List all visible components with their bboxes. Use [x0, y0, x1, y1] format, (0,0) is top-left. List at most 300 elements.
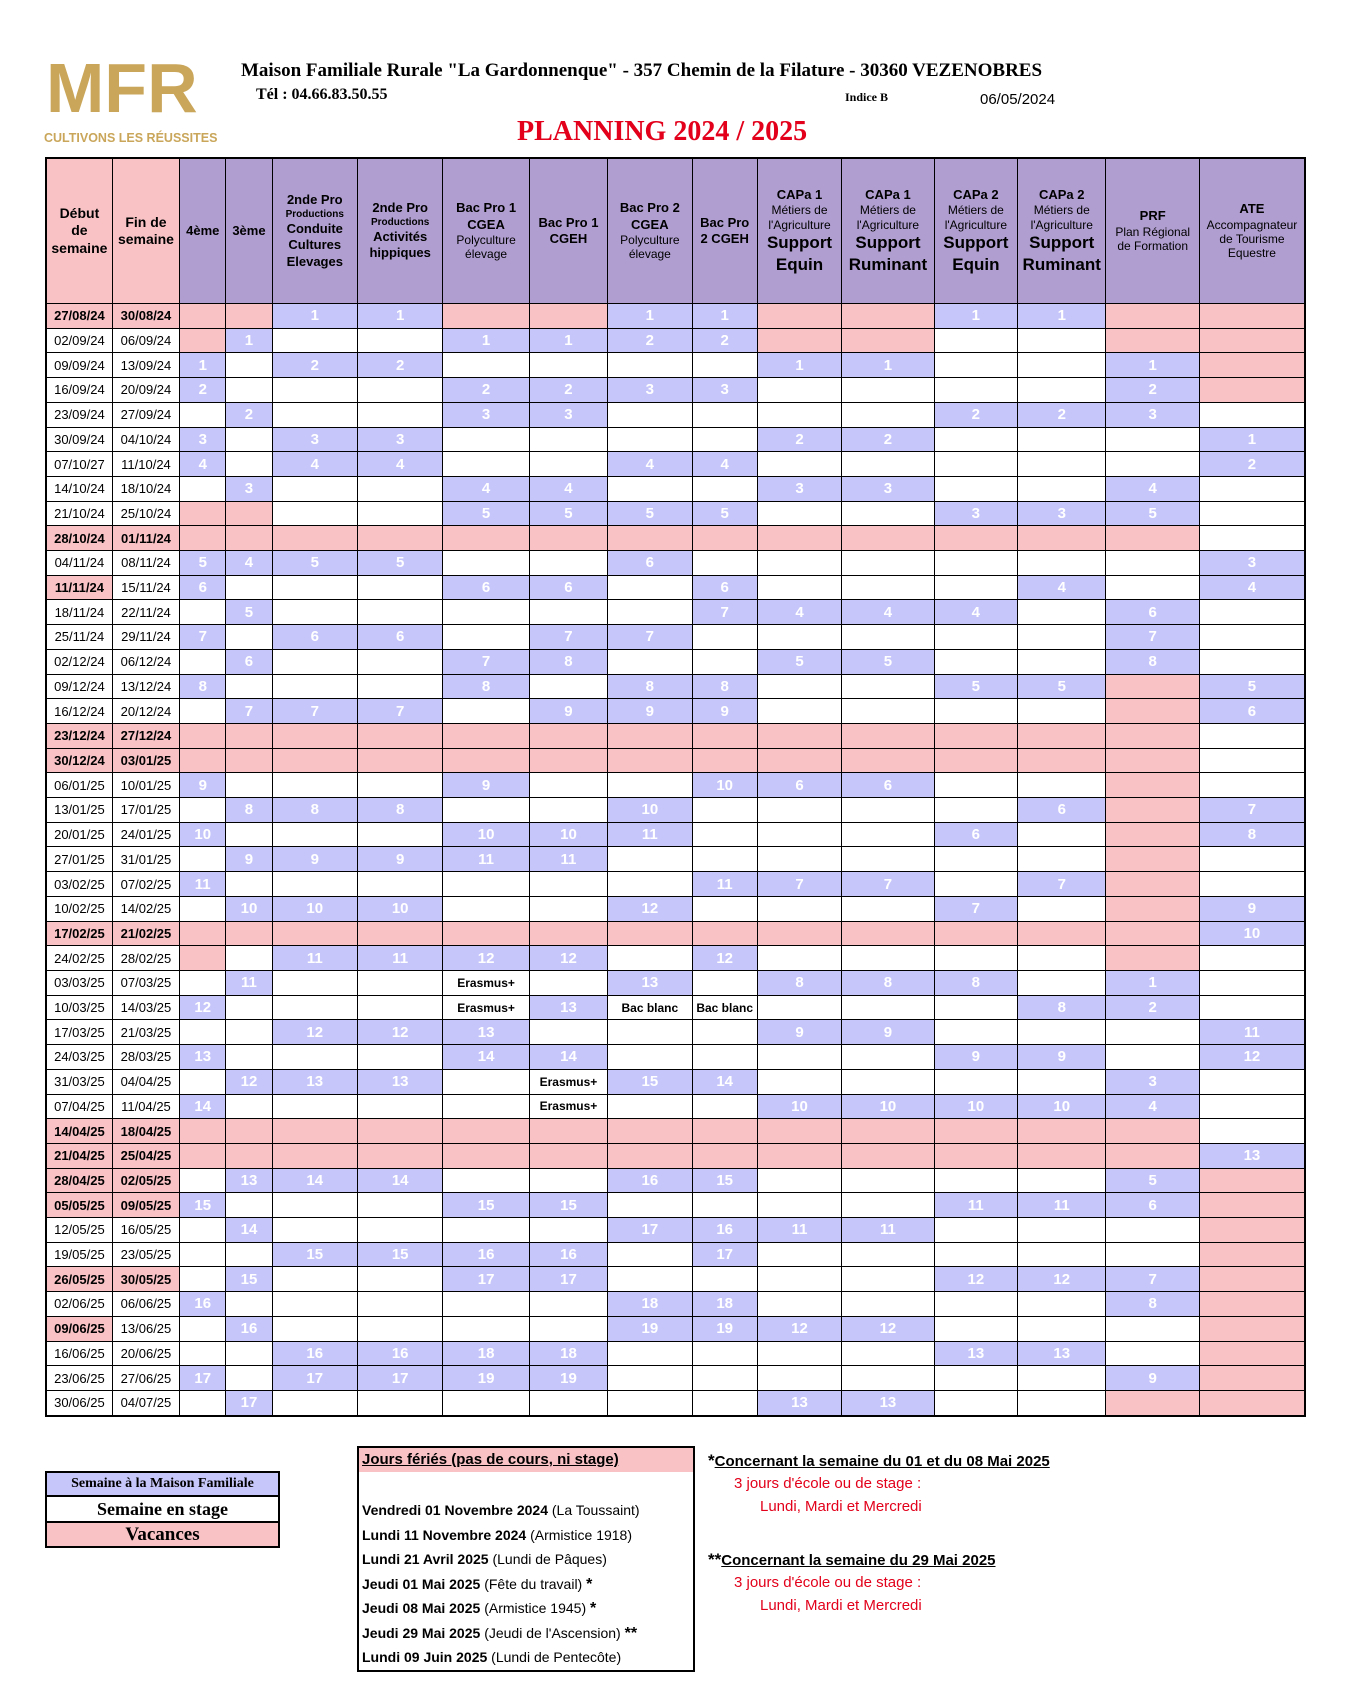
schedule-cell: 5 [934, 674, 1017, 699]
schedule-cell: 6 [757, 773, 841, 798]
schedule-cell: 6 [1018, 798, 1106, 823]
schedule-cell [443, 1316, 529, 1341]
schedule-cell: 10 [1018, 1094, 1106, 1119]
schedule-cell [757, 1193, 841, 1218]
schedule-cell [272, 1119, 357, 1144]
schedule-cell [1199, 872, 1305, 897]
schedule-cell [692, 723, 757, 748]
week-start-cell: 11/11/24 [46, 575, 112, 600]
schedule-cell: 6 [272, 625, 357, 650]
schedule-cell: 4 [934, 600, 1017, 625]
page-title: PLANNING 2024 / 2025 [517, 116, 808, 147]
column-header [112, 158, 179, 304]
schedule-cell: 1 [443, 328, 529, 353]
schedule-cell [757, 1267, 841, 1292]
schedule-cell [180, 847, 226, 872]
table-row [46, 872, 1305, 897]
week-start-cell: 28/10/24 [46, 526, 112, 551]
week-start-cell: 09/12/24 [46, 674, 112, 699]
schedule-cell [608, 723, 692, 748]
week-end-cell: 29/11/24 [112, 625, 179, 650]
table-row [46, 798, 1305, 823]
table-body [46, 304, 1305, 1417]
holiday-item [362, 1572, 640, 1597]
schedule-cell: 5 [180, 551, 226, 576]
schedule-cell [934, 353, 1017, 378]
schedule-cell: 5 [1018, 674, 1106, 699]
schedule-cell [608, 1094, 692, 1119]
schedule-cell [757, 1119, 841, 1144]
schedule-cell: 13 [934, 1341, 1017, 1366]
week-end-cell: 28/02/25 [112, 946, 179, 971]
column-header-line: l'Agriculture [856, 217, 920, 232]
week-start-cell: 09/09/24 [46, 353, 112, 378]
schedule-cell [272, 378, 357, 403]
column-header-line: Productions [285, 208, 344, 220]
schedule-cell [842, 674, 934, 699]
schedule-cell [757, 402, 841, 427]
table-row [46, 1341, 1305, 1366]
schedule-cell [934, 748, 1017, 773]
schedule-cell [357, 723, 442, 748]
schedule-cell: 1 [692, 304, 757, 329]
schedule-cell: 2 [357, 353, 442, 378]
schedule-cell: 1 [934, 304, 1017, 329]
column-header [226, 158, 272, 304]
schedule-cell: 7 [1199, 798, 1305, 823]
document-index: Indice B [845, 90, 889, 104]
schedule-cell: 14 [357, 1168, 442, 1193]
schedule-cell: 4 [529, 476, 607, 501]
schedule-cell [934, 378, 1017, 403]
week-start-cell: 24/02/25 [46, 946, 112, 971]
schedule-cell: 12 [934, 1267, 1017, 1292]
column-header-line: l'Agriculture [768, 217, 831, 232]
schedule-cell: 11 [757, 1218, 841, 1243]
schedule-cell [692, 649, 757, 674]
week-start-cell: 16/12/24 [46, 699, 112, 724]
schedule-cell: 15 [692, 1168, 757, 1193]
schedule-cell: 15 [357, 1242, 442, 1267]
schedule-cell [757, 575, 841, 600]
week-end-cell: 20/06/25 [112, 1341, 179, 1366]
week-end-cell: 10/01/25 [112, 773, 179, 798]
week-end-cell: 14/03/25 [112, 995, 179, 1020]
schedule-cell [529, 773, 607, 798]
schedule-cell [1106, 699, 1199, 724]
schedule-cell [529, 921, 607, 946]
schedule-cell [1018, 822, 1106, 847]
schedule-cell [1199, 600, 1305, 625]
legend-stage: Semaine en stage [47, 1497, 278, 1523]
week-end-cell: 06/06/25 [112, 1292, 179, 1317]
table-row [46, 501, 1305, 526]
schedule-cell [180, 798, 226, 823]
schedule-cell [443, 1119, 529, 1144]
schedule-cell [529, 798, 607, 823]
column-header-line: CGEA [467, 216, 505, 232]
table-row [46, 353, 1305, 378]
schedule-cell [1199, 1242, 1305, 1267]
schedule-cell [529, 1143, 607, 1168]
schedule-cell: 11 [1018, 1193, 1106, 1218]
schedule-cell [226, 526, 272, 551]
schedule-cell [692, 1341, 757, 1366]
schedule-cell [842, 921, 934, 946]
schedule-cell [1018, 1390, 1106, 1416]
holiday-date: Jeudi 29 Mai 2025 [362, 1624, 481, 1641]
schedule-cell [692, 1193, 757, 1218]
table-row [46, 1292, 1305, 1317]
schedule-cell: 2 [529, 378, 607, 403]
schedule-cell [842, 896, 934, 921]
week-end-cell: 13/09/24 [112, 353, 179, 378]
schedule-cell [180, 896, 226, 921]
schedule-cell: 8 [1106, 649, 1199, 674]
table-row [46, 773, 1305, 798]
week-end-cell: 11/10/24 [112, 452, 179, 477]
schedule-cell [757, 378, 841, 403]
schedule-cell [692, 847, 757, 872]
schedule-cell [934, 328, 1017, 353]
week-start-cell: 16/06/25 [46, 1341, 112, 1366]
table-row [46, 1267, 1305, 1292]
schedule-cell: 7 [934, 896, 1017, 921]
schedule-cell [842, 1045, 934, 1070]
schedule-cell: 1 [1199, 427, 1305, 452]
schedule-cell [226, 1341, 272, 1366]
column-header [934, 158, 1017, 304]
column-header-line: Equin [952, 254, 1000, 274]
column-header-line: CGEA [631, 216, 669, 232]
schedule-cell [842, 328, 934, 353]
schedule-cell: 5 [272, 551, 357, 576]
week-start-cell: 02/12/24 [46, 649, 112, 674]
schedule-cell: 7 [692, 600, 757, 625]
table-row [46, 1143, 1305, 1168]
schedule-cell [692, 551, 757, 576]
schedule-cell [1018, 1218, 1106, 1243]
week-start-cell: 13/01/25 [46, 798, 112, 823]
schedule-cell: 10 [757, 1094, 841, 1119]
schedule-cell: 8 [1199, 822, 1305, 847]
schedule-cell: 17 [180, 1366, 226, 1391]
schedule-cell [529, 1218, 607, 1243]
schedule-cell [180, 1119, 226, 1144]
schedule-cell [1018, 328, 1106, 353]
schedule-cell [608, 1119, 692, 1144]
note-line: Lundi, Mardi et Mercredi [760, 1597, 922, 1614]
column-header-line: 2nde Pro [286, 192, 343, 208]
schedule-cell: 13 [757, 1390, 841, 1416]
schedule-cell [357, 921, 442, 946]
table-row [46, 921, 1305, 946]
table-row [46, 476, 1305, 501]
schedule-cell [1018, 723, 1106, 748]
schedule-cell: 2 [1106, 378, 1199, 403]
schedule-cell [608, 649, 692, 674]
schedule-cell [934, 1168, 1017, 1193]
column-header-line: Bac Pro 1 [456, 200, 517, 216]
table-row [46, 328, 1305, 353]
schedule-cell [842, 1292, 934, 1317]
schedule-cell [1199, 1119, 1305, 1144]
column-header [529, 158, 607, 304]
schedule-cell: 9 [1018, 1045, 1106, 1070]
holiday-item [362, 1621, 640, 1646]
week-end-cell: 21/02/25 [112, 921, 179, 946]
schedule-cell [180, 1020, 226, 1045]
schedule-cell [272, 526, 357, 551]
schedule-cell [272, 1292, 357, 1317]
column-header [357, 158, 442, 304]
schedule-cell [842, 1069, 934, 1094]
schedule-cell [757, 847, 841, 872]
schedule-cell: 16 [443, 1242, 529, 1267]
holiday-item [362, 1498, 640, 1523]
schedule-cell [1106, 1242, 1199, 1267]
schedule-cell: 3 [272, 427, 357, 452]
schedule-cell [357, 1045, 442, 1070]
week-start-cell: 03/03/25 [46, 970, 112, 995]
schedule-cell [529, 1292, 607, 1317]
schedule-cell: 3 [180, 427, 226, 452]
schedule-cell: 1 [1106, 970, 1199, 995]
schedule-cell [1106, 1045, 1199, 1070]
schedule-cell: 9 [1199, 896, 1305, 921]
column-header-line: 2nde Pro [372, 200, 428, 216]
week-start-cell: 05/05/25 [46, 1193, 112, 1218]
schedule-cell: 2 [1106, 995, 1199, 1020]
week-end-cell: 27/12/24 [112, 723, 179, 748]
schedule-cell [1106, 1119, 1199, 1144]
holiday-label: (Fête du travail) [484, 1575, 583, 1592]
schedule-cell [357, 674, 442, 699]
schedule-cell [608, 402, 692, 427]
schedule-cell [1106, 1218, 1199, 1243]
column-header-line: Accompagnateur [1206, 217, 1298, 232]
schedule-cell [842, 1242, 934, 1267]
column-header-line: Conduite [286, 221, 343, 236]
column-header [692, 158, 757, 304]
schedule-cell [357, 526, 442, 551]
schedule-cell [1018, 773, 1106, 798]
schedule-cell [357, 402, 442, 427]
column-header-line: Plan Régional [1115, 224, 1191, 239]
schedule-cell [757, 896, 841, 921]
schedule-cell [226, 625, 272, 650]
schedule-cell [1018, 1119, 1106, 1144]
week-start-cell: 10/02/25 [46, 896, 112, 921]
schedule-cell [757, 699, 841, 724]
schedule-cell [1018, 1366, 1106, 1391]
schedule-cell: 13 [1199, 1143, 1305, 1168]
schedule-cell [1018, 476, 1106, 501]
table-row [46, 674, 1305, 699]
table-row [46, 1020, 1305, 1045]
schedule-cell [1106, 1316, 1199, 1341]
logo-tagline: CULTIVONS LES RÉUSSITES [44, 131, 218, 145]
week-end-cell: 30/05/25 [112, 1267, 179, 1292]
schedule-cell [934, 1390, 1017, 1416]
holiday-label: (Armistice 1945) [484, 1600, 587, 1616]
schedule-cell [357, 1292, 442, 1317]
schedule-cell [842, 1193, 934, 1218]
schedule-cell [1018, 452, 1106, 477]
schedule-cell [180, 304, 226, 329]
schedule-cell [842, 452, 934, 477]
schedule-cell [692, 896, 757, 921]
schedule-cell: 9 [180, 773, 226, 798]
week-start-cell: 23/09/24 [46, 402, 112, 427]
column-header [46, 158, 112, 304]
week-end-cell: 13/12/24 [112, 674, 179, 699]
holiday-label: (Lundi de Pâques) [492, 1551, 607, 1567]
schedule-cell [529, 748, 607, 773]
week-end-cell: 18/04/25 [112, 1119, 179, 1144]
schedule-cell: 3 [692, 378, 757, 403]
schedule-cell: 8 [226, 798, 272, 823]
schedule-cell [934, 1218, 1017, 1243]
column-header-line: PRF [1139, 208, 1166, 224]
table-row [46, 822, 1305, 847]
schedule-cell [1199, 378, 1305, 403]
schedule-cell [357, 995, 442, 1020]
column-header-line: 3ème [232, 222, 266, 238]
schedule-cell [180, 970, 226, 995]
schedule-cell [357, 1119, 442, 1144]
schedule-cell [1018, 649, 1106, 674]
schedule-cell: 2 [272, 353, 357, 378]
schedule-cell [934, 1020, 1017, 1045]
schedule-cell [272, 674, 357, 699]
week-start-cell: 17/03/25 [46, 1020, 112, 1045]
week-start-cell: 21/04/25 [46, 1143, 112, 1168]
schedule-cell: 16 [608, 1168, 692, 1193]
schedule-cell [1199, 1316, 1305, 1341]
column-header-line: Elevages [286, 253, 343, 269]
schedule-cell: 2 [608, 328, 692, 353]
schedule-cell [608, 1143, 692, 1168]
schedule-cell [934, 1316, 1017, 1341]
schedule-cell: 8 [757, 970, 841, 995]
schedule-cell: 5 [1106, 501, 1199, 526]
schedule-cell [757, 452, 841, 477]
schedule-cell: 17 [529, 1267, 607, 1292]
week-start-cell: 07/04/25 [46, 1094, 112, 1119]
schedule-cell [443, 1168, 529, 1193]
schedule-cell [757, 921, 841, 946]
table-row [46, 551, 1305, 576]
week-end-cell: 27/06/25 [112, 1366, 179, 1391]
schedule-cell: 8 [272, 798, 357, 823]
schedule-cell: 2 [226, 402, 272, 427]
schedule-cell [1199, 773, 1305, 798]
schedule-cell: 7 [608, 625, 692, 650]
schedule-cell [226, 748, 272, 773]
schedule-cell: 12 [272, 1020, 357, 1045]
week-end-cell: 06/09/24 [112, 328, 179, 353]
schedule-cell [1106, 1143, 1199, 1168]
schedule-cell [529, 1168, 607, 1193]
column-header-line: Ruminant [1022, 254, 1101, 274]
schedule-cell: 16 [180, 1292, 226, 1317]
column-header-line: Fin de [125, 213, 167, 230]
schedule-cell [1018, 1143, 1106, 1168]
schedule-cell [757, 501, 841, 526]
schedule-cell [1199, 1218, 1305, 1243]
schedule-cell [529, 427, 607, 452]
schedule-cell [934, 526, 1017, 551]
schedule-cell [272, 1143, 357, 1168]
schedule-cell: 12 [226, 1069, 272, 1094]
week-end-cell: 25/10/24 [112, 501, 179, 526]
schedule-cell: 7 [272, 699, 357, 724]
schedule-cell [757, 798, 841, 823]
table-row [46, 1069, 1305, 1094]
column-header-line: Equin [775, 254, 824, 274]
schedule-cell: 5 [357, 551, 442, 576]
schedule-cell: 12 [842, 1316, 934, 1341]
schedule-cell: 5 [1106, 1168, 1199, 1193]
schedule-cell [1018, 551, 1106, 576]
schedule-cell [357, 1094, 442, 1119]
schedule-cell [357, 1218, 442, 1243]
schedule-cell [180, 1390, 226, 1416]
schedule-cell: 3 [1106, 402, 1199, 427]
schedule-cell [934, 723, 1017, 748]
table-row [46, 1218, 1305, 1243]
schedule-cell: 11 [608, 822, 692, 847]
schedule-cell: 7 [842, 872, 934, 897]
week-start-cell: 04/11/24 [46, 551, 112, 576]
schedule-cell: 10 [357, 896, 442, 921]
schedule-cell: 4 [226, 551, 272, 576]
schedule-cell: 15 [272, 1242, 357, 1267]
week-end-cell: 04/10/24 [112, 427, 179, 452]
schedule-cell: 3 [934, 501, 1017, 526]
schedule-cell: 19 [529, 1366, 607, 1391]
schedule-cell [934, 921, 1017, 946]
schedule-cell [1199, 1168, 1305, 1193]
table-row [46, 1242, 1305, 1267]
schedule-cell: 5 [226, 600, 272, 625]
schedule-cell [357, 600, 442, 625]
schedule-cell [757, 1292, 841, 1317]
schedule-cell [757, 1366, 841, 1391]
schedule-cell [608, 921, 692, 946]
schedule-cell [443, 304, 529, 329]
holiday-item [362, 1645, 640, 1670]
schedule-cell: 13 [529, 995, 607, 1020]
public-holidays-title: Jours fériés (pas de cours, ni stage) [359, 1448, 693, 1472]
schedule-cell: 3 [1199, 551, 1305, 576]
schedule-cell [1106, 723, 1199, 748]
schedule-cell: 11 [357, 946, 442, 971]
week-end-cell: 09/05/25 [112, 1193, 179, 1218]
schedule-cell: 10 [529, 822, 607, 847]
holiday-label: (Jeudi de l'Ascension) [484, 1624, 621, 1641]
schedule-cell [1018, 1316, 1106, 1341]
phone-number: Tél : 04.66.83.50.55 [256, 86, 388, 103]
schedule-cell [757, 1341, 841, 1366]
schedule-cell [529, 1316, 607, 1341]
week-start-cell: 02/09/24 [46, 328, 112, 353]
schedule-cell [226, 378, 272, 403]
schedule-cell: 4 [1106, 1094, 1199, 1119]
note-line: 3 jours d'école ou de stage : [734, 1574, 922, 1591]
schedule-cell [272, 748, 357, 773]
